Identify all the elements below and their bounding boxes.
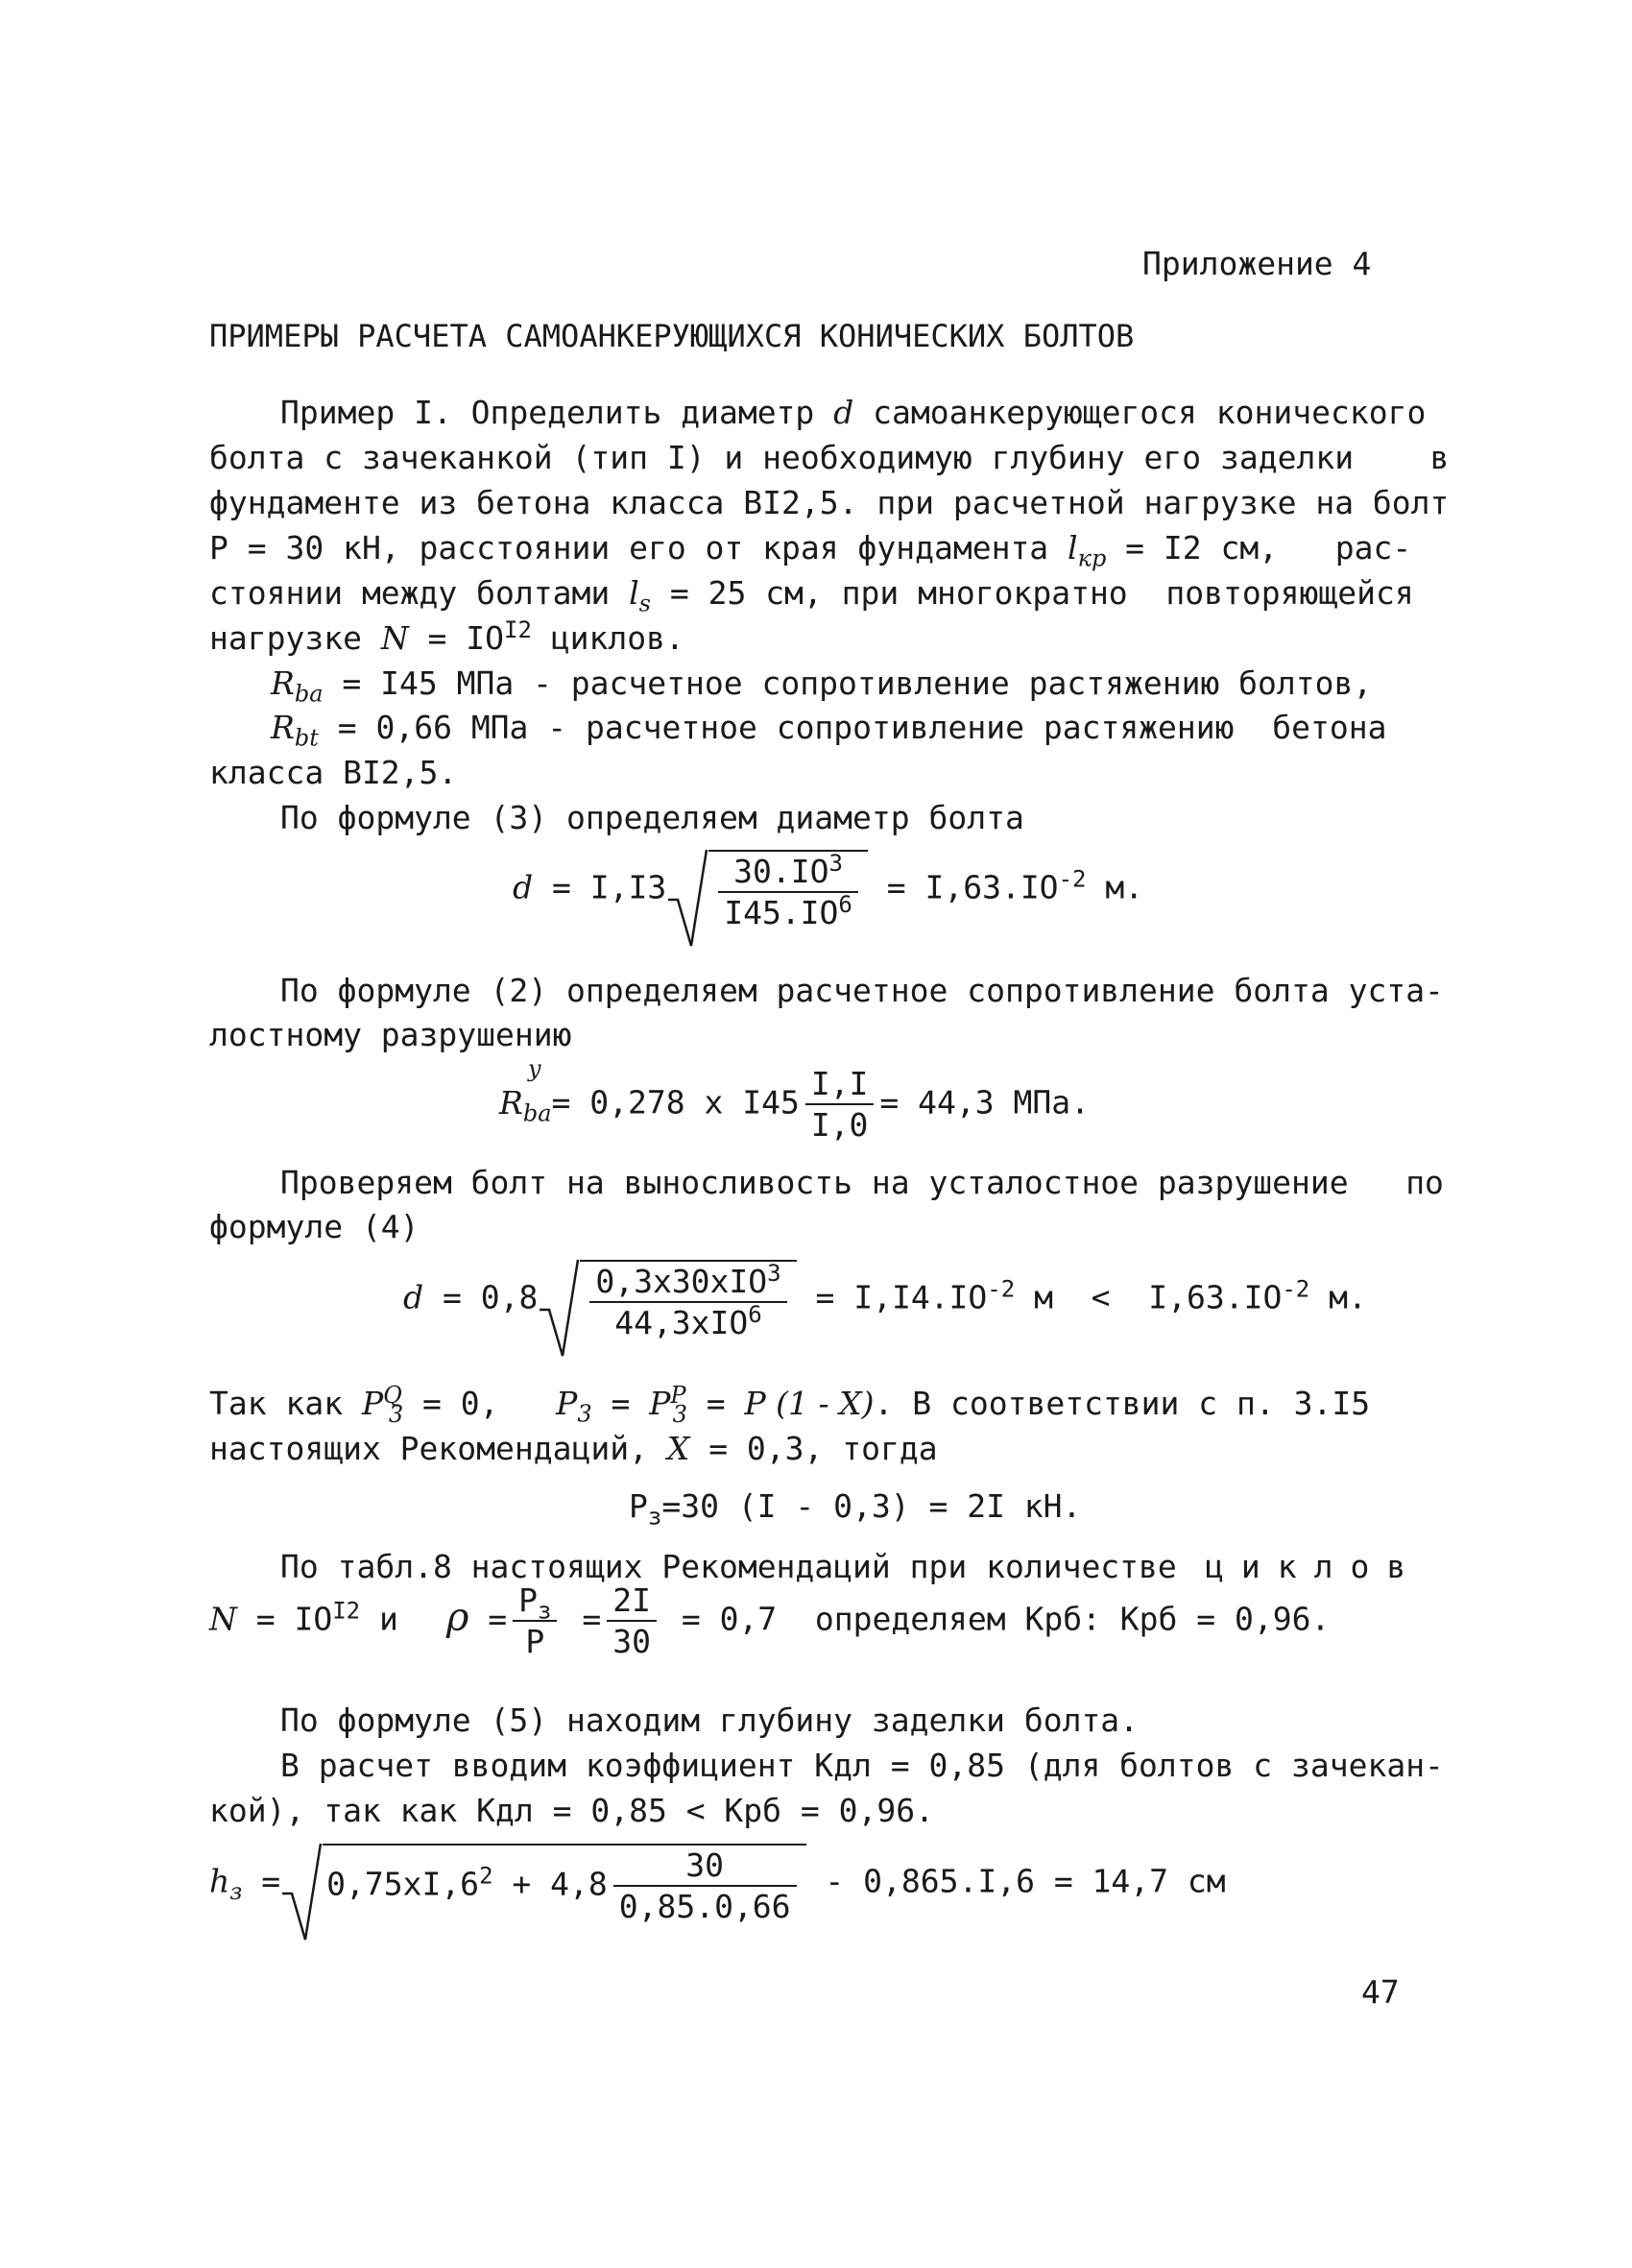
paragraph-line: По формуле (2) определяем расчетное сопротивление болта уста-	[280, 972, 1444, 1009]
definition-rba	[271, 664, 1373, 708]
numerator: I,I	[805, 1068, 875, 1105]
superscript: -2	[1282, 1275, 1310, 1303]
text: =	[686, 1385, 745, 1422]
paragraph-line	[280, 394, 1427, 431]
text: настоящих Рекомендаций,	[209, 1430, 667, 1467]
paragraph-line	[209, 1430, 938, 1467]
symbol-r: R	[271, 664, 295, 702]
subscript: bt	[294, 724, 319, 752]
subscript: ba	[522, 1099, 552, 1127]
denominator	[589, 1303, 786, 1339]
text: 30.IO	[733, 853, 829, 890]
text: = 25 см, при многократно повторяющейся	[650, 574, 1414, 612]
subscript: s	[638, 590, 651, 617]
superscript: 2	[479, 1862, 493, 1890]
symbol-l: l	[1068, 529, 1078, 567]
paragraph-line: кой), так как Кдл = 0,85 < Крб = 0,96.	[209, 1792, 934, 1829]
square-root	[280, 1844, 805, 1925]
text: = I2 см, рас-	[1106, 529, 1412, 567]
subscript: з	[538, 1597, 552, 1625]
text: P	[518, 1581, 539, 1619]
text: = I45 МПа - расчетное сопротивление растяжению болтов,	[323, 664, 1373, 702]
superscript: I2	[504, 616, 532, 643]
paragraph-line	[280, 1548, 1177, 1585]
appendix-label: Приложение 4	[1142, 245, 1372, 282]
text: P = 30 кН, расстоянии его от края фундамента	[209, 529, 1068, 567]
equation-load	[629, 1487, 1082, 1531]
superscript: 6	[748, 1301, 762, 1328]
superscript: P	[670, 1382, 686, 1409]
radicand	[708, 850, 868, 929]
text: нагрузке	[209, 619, 381, 657]
text: Пример I. Определить диаметр	[280, 394, 834, 431]
radical-sign-icon	[666, 844, 708, 950]
text: = 0,278 x I45	[551, 1083, 800, 1122]
equation-fatigue-resistance	[499, 1054, 1090, 1144]
symbol-r: R	[499, 1083, 523, 1122]
superscript: -2	[987, 1275, 1016, 1303]
subscript: з	[647, 1503, 662, 1531]
text: = 0,7 определяем Крб: Крб = 0,96.	[661, 1600, 1331, 1638]
text: = 0,	[403, 1385, 557, 1422]
superscript: -2	[1058, 865, 1087, 893]
text: . B соответствии с п. 3.I5	[874, 1385, 1371, 1422]
symbol-rho: ρ	[445, 1595, 469, 1640]
result: = I,I4.IO	[796, 1278, 988, 1316]
text: =30 (I - 0,3) = 2I кН.	[661, 1487, 1082, 1525]
numerator	[718, 850, 858, 893]
symbol-d: d	[513, 868, 534, 906]
text: = IO	[236, 1600, 333, 1638]
text: = 0,66 МПа - расчетное сопротивление растяжению бетона	[318, 709, 1387, 746]
superscript: I2	[332, 1597, 361, 1625]
text: и	[360, 1600, 398, 1638]
superscript: Q	[383, 1382, 402, 1409]
equation-ratio	[209, 1581, 1331, 1660]
symbol-r: R	[271, 709, 295, 746]
paragraph-line: Проверяем болт на выносливость на усталостное разрушение по	[280, 1164, 1444, 1201]
equation-endurance	[403, 1260, 1367, 1339]
text: = IO	[408, 619, 505, 657]
comparison: м < I,63.IO	[1015, 1278, 1283, 1316]
symbol-n: N	[380, 619, 409, 657]
paragraph-line: болта с зачеканкой (тип I) и необходимую глубину его заделки в	[209, 439, 1450, 476]
text: самоанкерующегося конического	[853, 394, 1427, 431]
denominator: 30	[612, 1623, 651, 1660]
equation-diameter	[513, 850, 1143, 929]
text: По табл.8 настоящих Рекомендаций при количестве	[280, 1548, 1177, 1585]
fraction	[513, 1581, 557, 1660]
superscript: 3	[767, 1260, 781, 1287]
symbol-d: d	[403, 1278, 424, 1316]
symbol-l: l	[629, 574, 639, 612]
text: =	[563, 1600, 602, 1638]
symbol-n: N	[209, 1600, 237, 1638]
superscript: 6	[838, 891, 852, 918]
radical-sign-icon	[280, 1838, 323, 1943]
subscript: з	[229, 1878, 243, 1906]
numerator: 30	[613, 1849, 797, 1887]
fraction	[589, 1260, 786, 1341]
superscript: у	[528, 1054, 541, 1082]
unit: м.	[1309, 1278, 1367, 1316]
symbol-p: P	[556, 1385, 578, 1422]
text: + 4,8	[492, 1865, 608, 1903]
result: = 44,3 МПа.	[879, 1083, 1090, 1122]
radicand	[323, 1844, 805, 1925]
denominator	[718, 893, 858, 929]
symbol-p: P	[361, 1385, 384, 1422]
square-root	[538, 1260, 796, 1339]
paragraph-line: формуле (4)	[209, 1208, 420, 1245]
symbol-x: X	[666, 1430, 690, 1467]
text: 0,3x30xIO	[595, 1263, 768, 1300]
paragraph-line: B расчет вводим коэффициент Кдл = 0,85 (для болтов с зачекан-	[280, 1747, 1444, 1784]
coefficient: = 0,8	[423, 1278, 539, 1316]
subscript: кр	[1077, 544, 1107, 572]
denominator: I,0	[810, 1106, 869, 1144]
fraction	[613, 1846, 797, 1925]
denominator: 0,85.0,66	[618, 1888, 791, 1925]
text: стоянии между болтами	[209, 574, 630, 612]
radicand	[580, 1260, 796, 1339]
symbol-p: P	[649, 1385, 671, 1422]
symbol-h: h	[209, 1862, 230, 1900]
result: = I,63.IO	[867, 868, 1059, 906]
subscript: 3	[388, 1400, 404, 1428]
paragraph-line	[209, 1382, 1371, 1428]
paragraph-line-spaced: циклов	[1205, 1548, 1424, 1585]
paragraph-line: По формуле (5) находим глубину заделки болта.	[280, 1701, 1140, 1739]
expression: P (1 - X)	[744, 1385, 875, 1422]
symbol-d: d	[833, 394, 854, 431]
text: =	[242, 1862, 281, 1900]
fraction	[718, 850, 858, 931]
paragraph-line	[209, 616, 684, 657]
numerator	[513, 1581, 557, 1625]
page-number: 47	[1361, 1973, 1400, 2011]
text: =	[468, 1600, 508, 1638]
paragraph-line: фундаменте из бетона класса BI2,5. при расчетной нагрузке на болт	[209, 484, 1450, 521]
subscript: 3	[577, 1400, 592, 1428]
fraction	[805, 1065, 875, 1144]
symbol-p: P	[629, 1487, 648, 1525]
page-title: ПРИМЕРЫ РАСЧЕТА САМОАНКЕРУЮЩИХСЯ КОНИЧЕСКИХ БОЛТОВ	[209, 318, 1135, 354]
paragraph-line: По формуле (3) определяем диаметр болта	[280, 799, 1024, 836]
result: - 0,865.I,6 = 14,7 см	[805, 1862, 1226, 1900]
square-root	[666, 850, 868, 929]
superscript: 3	[828, 850, 843, 877]
paragraph-line	[209, 529, 1412, 572]
subscript: ba	[294, 680, 324, 708]
fraction	[607, 1581, 657, 1660]
subscript: 3	[672, 1400, 687, 1428]
text: 44,3xIO	[614, 1304, 749, 1341]
denominator: P	[525, 1623, 545, 1660]
text: I45.IO	[724, 894, 839, 931]
text: циклов.	[531, 619, 684, 657]
numerator: 2I	[607, 1584, 657, 1622]
definition-rbt	[271, 709, 1387, 752]
unit: м.	[1086, 868, 1144, 906]
paragraph-line: лостному разрушению	[209, 1016, 572, 1053]
text: Так как	[209, 1385, 362, 1422]
radical-sign-icon	[538, 1254, 580, 1360]
equation-embedment-depth	[209, 1844, 1226, 1925]
symbol-r-with-indices	[499, 1054, 552, 1127]
paragraph-line: класса BI2,5.	[209, 754, 458, 791]
coefficient: = I,I3	[533, 868, 667, 906]
text: 0,75xI,6	[326, 1865, 480, 1903]
numerator	[589, 1260, 786, 1303]
text: = 0,3, тогда	[689, 1430, 938, 1467]
paragraph-line	[209, 574, 1414, 617]
text: =	[591, 1385, 650, 1422]
